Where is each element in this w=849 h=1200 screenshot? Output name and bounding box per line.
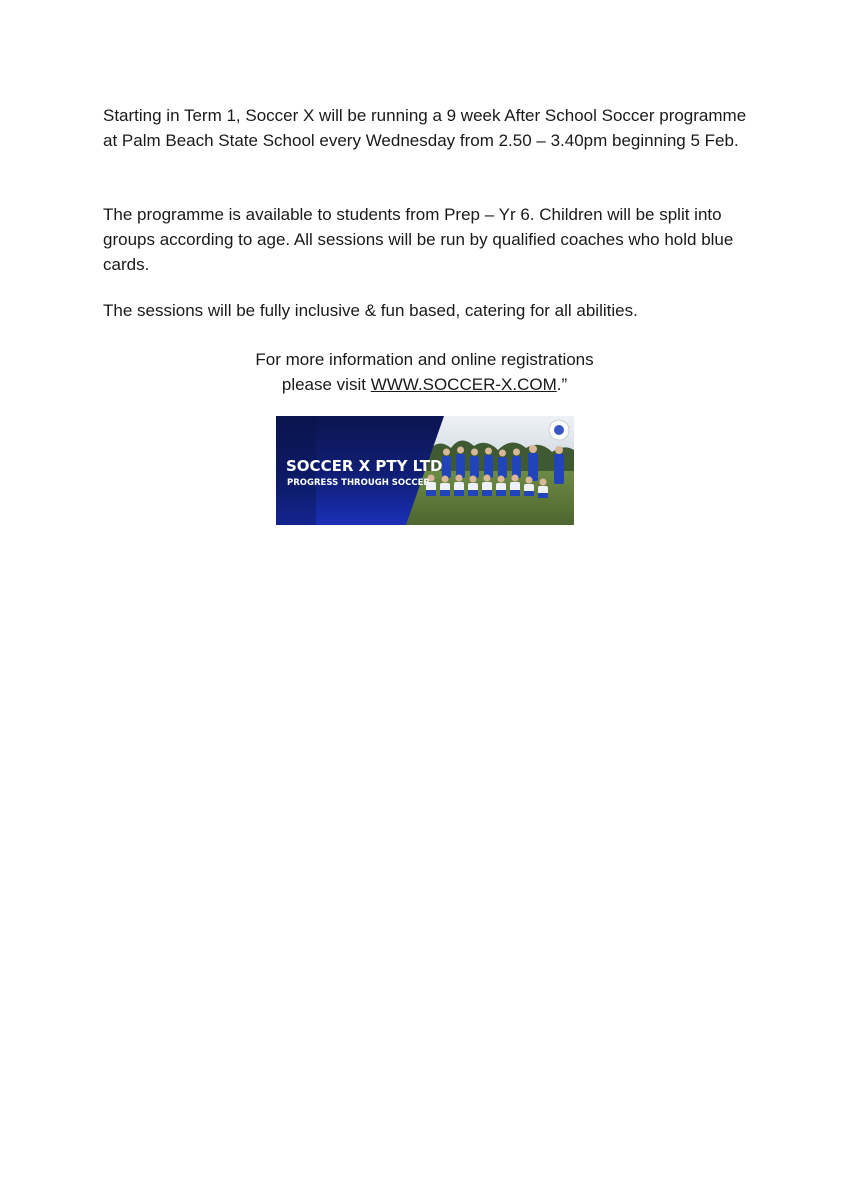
banner-title: SOCCER X PTY LTD bbox=[286, 457, 443, 475]
info-line-2-suffix: .” bbox=[556, 375, 568, 394]
soccer-x-banner-image bbox=[276, 416, 574, 525]
inclusive-paragraph: The sessions will be fully inclusive & fun based, catering for all abilities. bbox=[103, 301, 638, 320]
intro-paragraph: Starting in Term 1, Soccer X will be running a 9 week After School Soccer programme at Palm Beach State School every Wednesday from 2.50 – 3.40pm beginning 5 Feb. bbox=[103, 106, 747, 150]
info-line-2 bbox=[0, 372, 849, 397]
website-link[interactable]: WWW.SOCCER-X.COM bbox=[370, 375, 557, 394]
info-line-1: For more information and online registrations bbox=[255, 350, 594, 369]
eligibility-paragraph: The programme is available to students from Prep – Yr 6. Children will be split into groups according to age. All sessions will be run by qualified coaches who hold blue cards. bbox=[103, 205, 734, 274]
info-line-2-prefix: please visit bbox=[281, 375, 371, 394]
banner-tagline: PROGRESS THROUGH SOCCER bbox=[287, 478, 430, 488]
registration-info bbox=[0, 347, 849, 397]
